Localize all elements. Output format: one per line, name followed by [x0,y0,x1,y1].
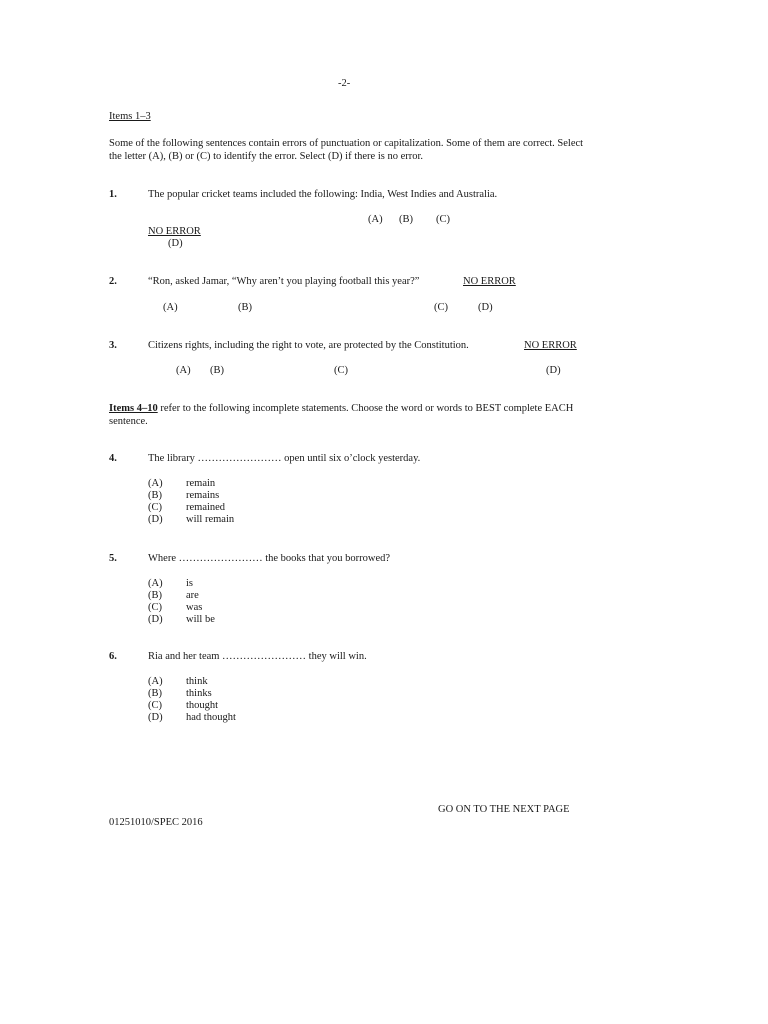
section-instructions-text: refer to the following incomplete statements. Choose the word or words to BEST complete EACH sentence. [109,403,574,427]
option-c: (C) [434,302,448,313]
no-error-label: NO ERROR [148,226,201,237]
question-number: 5. [109,553,117,564]
option-a: (A) [176,365,191,376]
option-letter: (D) [148,712,163,723]
question-number: 4. [109,453,117,464]
option-letter: (A) [148,478,163,489]
option-text: think [186,676,208,687]
page-number: -2- [338,78,351,89]
option-text: is [186,578,194,589]
question-text: Citizens rights, including the right to vote, are protected by the Constitution. [148,340,469,351]
option-letter: (D) [148,514,163,525]
option-a: (A) [368,214,383,225]
question-text: The popular cricket teams included the following: India, West Indies and Australia. [148,189,498,200]
section-heading-items-1-3: Items 1–3 [109,111,151,122]
option-text: remain [186,478,216,489]
option-d: (D) [478,302,493,313]
option-letter: (C) [148,502,162,513]
option-text: are [186,590,199,601]
option-text: thought [186,700,219,711]
section-instructions-items-4-10 [109,403,591,428]
option-b: (B) [399,214,413,225]
option-text: remained [186,502,226,513]
question-number: 3. [109,340,117,351]
no-error-label: NO ERROR [463,276,516,287]
no-error-label: NO ERROR [524,340,577,351]
option-letter: (B) [148,490,162,501]
option-letter: (B) [148,688,162,699]
option-a: (A) [163,302,178,313]
option-c: (C) [334,365,348,376]
option-text: was [186,602,203,613]
question-number: 6. [109,651,117,662]
option-d: (D) [168,238,183,249]
option-text: will be [186,614,215,625]
exam-code: 01251010/SPEC 2016 [109,817,203,828]
option-text: had thought [186,712,236,723]
question-text-part-2: “Why aren’t you playing football this year?” [231,276,420,287]
option-text: will remain [186,514,235,525]
option-d: (D) [546,365,561,376]
go-on-next-page: GO ON TO THE NEXT PAGE [438,804,570,815]
option-c: (C) [436,214,450,225]
option-letter: (D) [148,614,163,625]
option-text: remains [186,490,220,501]
question-text: The library …………………… open until six o’clock yesterday. [148,453,421,464]
option-text: thinks [186,688,212,699]
option-letter: (A) [148,676,163,687]
option-b: (B) [238,302,252,313]
option-letter: (B) [148,590,162,601]
question-text: Ria and her team …………………… they will win. [148,651,367,662]
question-number: 2. [109,276,117,287]
option-letter: (C) [148,602,162,613]
question-text-part-1: “Ron, asked Jamar, [148,276,232,287]
option-letter: (C) [148,700,162,711]
section-instructions: Some of the following sentences contain errors of punctuation or capitalization. Some of them are correct. Select the letter (A), (B) or (C) to identify the error. Select (D) if there is no error. [109,138,584,162]
option-letter: (A) [148,578,163,589]
option-b: (B) [210,365,224,376]
question-text [148,276,419,289]
section-heading-items-4-10: Items 4–10 [109,403,158,414]
question-text: Where …………………… the books that you borrowed? [148,553,391,564]
question-number: 1. [109,189,117,200]
